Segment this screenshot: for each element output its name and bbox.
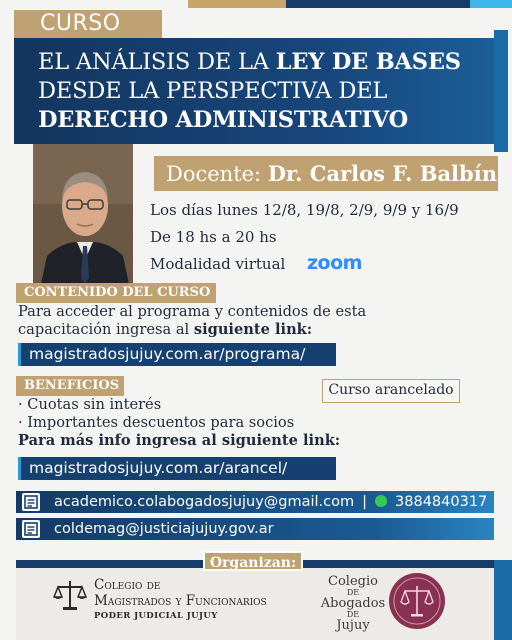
whatsapp-icon [375,495,387,507]
schedule-days: Los días lunes 12/8, 19/8, 2/9, 9/9 y 16/9 [150,201,459,219]
instructor-photo [33,144,136,284]
org1-line-2: Magistrados y Funcionarios [94,592,267,609]
title-banner [14,38,494,144]
title-line-2: DESDE LA PERSPECTIVA DEL [38,78,388,104]
contenido-line-1: Para acceder al programa y contenidos de esta [18,303,367,320]
org2-line-2: DE [346,588,360,597]
colegio-magistrados-logo [94,578,267,625]
title-side-accent [494,30,508,152]
more-info-line [18,432,340,450]
title-line-3-bold: DERECHO ADMINISTRATIVO [38,107,409,133]
contenido-heading: CONTENIDO DEL CURSO [16,283,216,303]
title-line-1-bold: LEY DE BASES [275,49,461,75]
organizers-side-accent [494,560,512,640]
beneficios-heading: BENEFICIOS [16,376,124,396]
email-coldemag[interactable]: coldemag@justiciajujuy.gov.ar [54,521,274,537]
instructor-portrait-icon [33,144,136,284]
contact-bar-1 [16,491,494,513]
more-info-text: Para más info ingresa al siguiente link: [18,432,341,449]
beneficio-item-2: · Importantes descuentos para socios [18,414,295,431]
organizan-label: Organizan: [203,551,303,571]
beneficio-item-1: · Cuotas sin interés [18,396,162,413]
email-icon-2 [22,520,40,538]
contenido-line-2-bold: siguiente link: [193,321,313,338]
docente-name: Dr. Carlos F. Balbín [267,161,497,186]
title-line-1-prefix: EL ANÁLISIS DE LA [38,49,276,75]
phone-number[interactable]: 3884840317 [395,494,488,510]
contenido-line-2 [18,321,312,339]
title-line-3 [38,106,494,135]
email-academico[interactable]: academico.colabogadosjujuy@gmail.com [54,494,355,510]
curso-tag: CURSO [14,10,162,38]
docente-label: Docente: [166,162,268,186]
org2-line-3: Abogados [320,596,386,611]
org2-line-5: Jujuy [336,618,370,633]
colegio-abogados-logo [318,576,388,631]
org1-line-3: PODER JUDICIAL JUJUY [94,611,218,621]
contact-bar-2 [16,518,494,540]
docente-banner [154,156,498,191]
programa-link[interactable]: magistradosjujuy.com.ar/programa/ [18,343,336,366]
org2-line-1: Colegio [328,574,378,589]
contact-separator: | [362,494,368,510]
schedule-mode: Modalidad virtual [150,255,286,273]
arancel-link[interactable]: magistradosjujuy.com.ar/arancel/ [18,457,336,480]
top-cyan-stripe [470,0,512,8]
abogados-seal-icon [388,572,446,630]
org1-line-1: Colegio de [94,577,161,593]
schedule-hours: De 18 hs a 20 hs [150,228,277,246]
email-icon [22,493,40,511]
scales-justice-icon [52,577,88,613]
zoom-logo: zoom [307,252,362,274]
title-line-1 [38,48,494,77]
org2-line-4: DE [346,610,360,619]
contenido-line-2-prefix: capacitación ingresa al [18,321,194,338]
curso-arancelado-badge: Curso arancelado [322,379,460,403]
